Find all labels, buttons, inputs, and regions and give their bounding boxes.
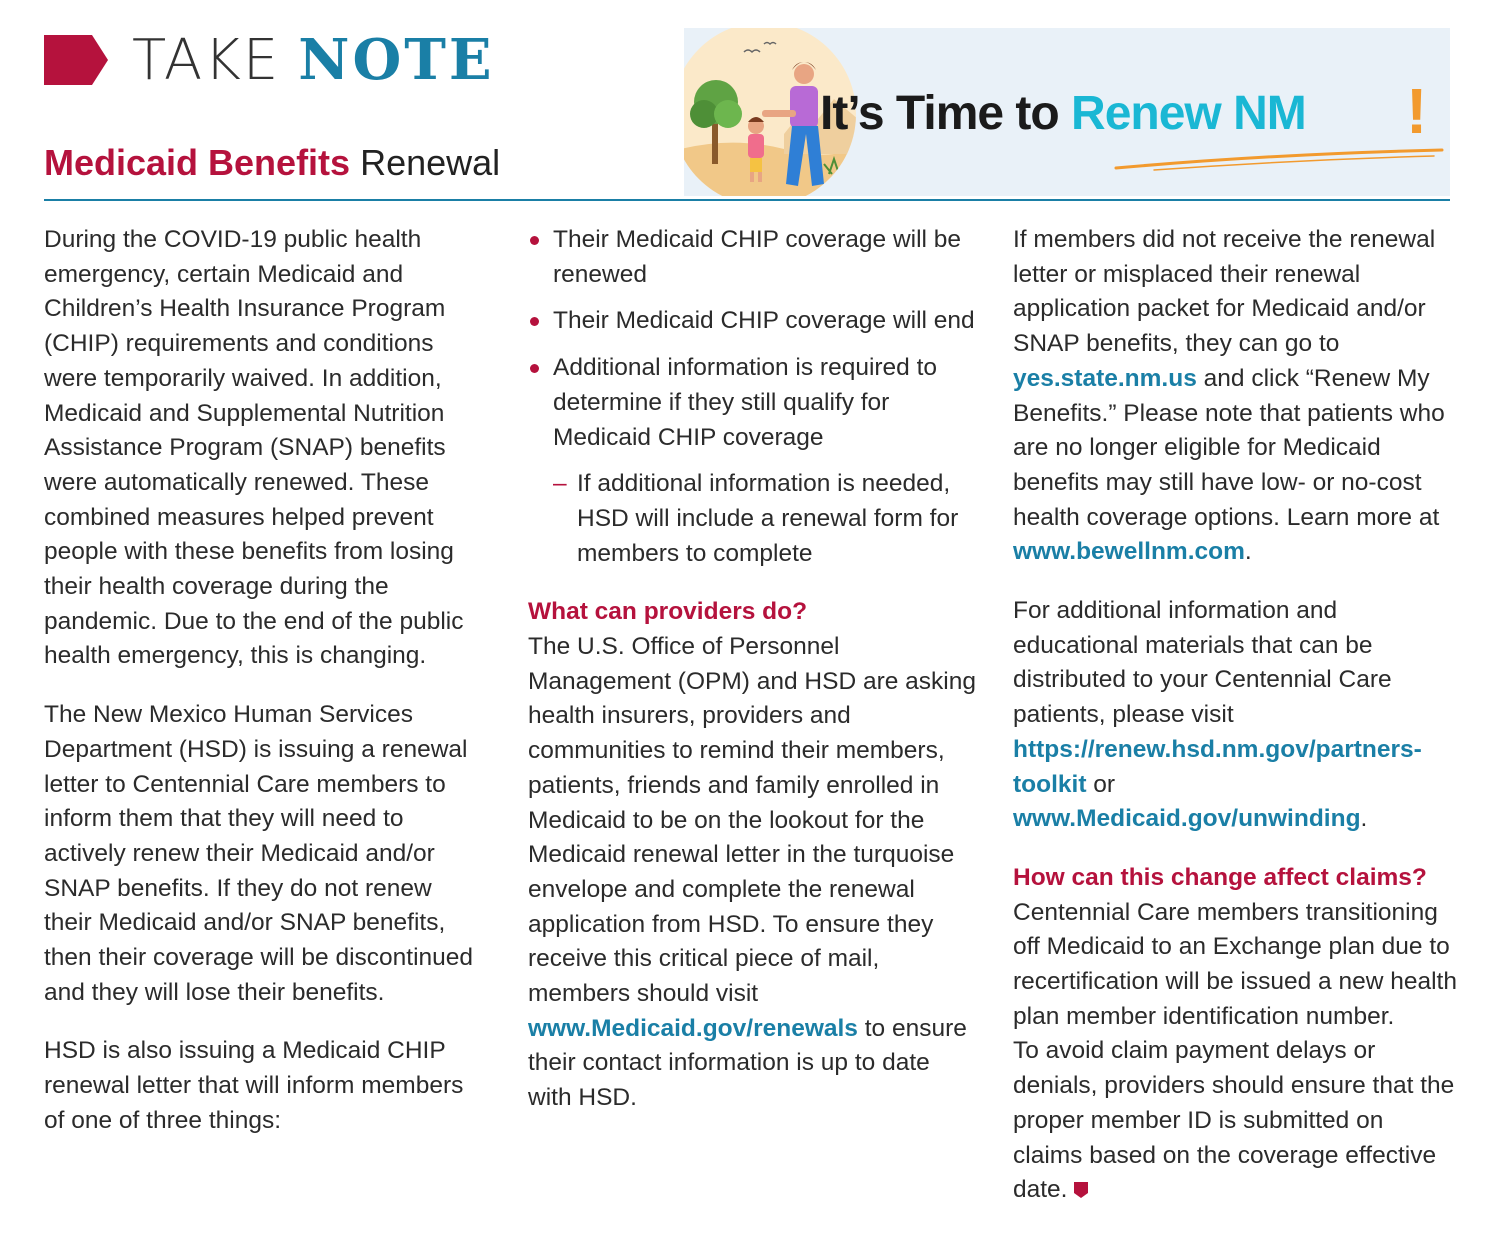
title-rest: Renewal <box>350 142 501 183</box>
medicaid-unwinding-link[interactable]: www.Medicaid.gov/unwinding <box>1013 805 1361 833</box>
chip-letter-paragraph: HSD is also issuing a Medicaid CHIP renewal letter that will inform members of one of three things: <box>44 1037 464 1134</box>
end-mark-icon <box>1074 1182 1088 1198</box>
banner-title-pre: It’s Time to <box>820 87 1072 140</box>
missing-letter-paragraph: If members did not receive the renewal letter or misplaced their renewal application packet for Medicaid and/or SNAP benefits, they can go to yes.state.nm.us and click “Renew My Benefits.” Please note that patients who are no longer eligible for Medicaid benefits may still have low- or no-cost health coverage options. Learn more at www.bewellnm.com. <box>1013 226 1445 566</box>
hsd-letter-paragraph: The New Mexico Human Services Department (HSD) is issuing a renewal letter to Centennial Care members to inform them that they will need to actively renew their Medicaid and/or SNAP benefits. If they do not renew their Medicaid and/or SNAP benefits, then their coverage will be discontinued and they will lose their benefits. <box>44 701 474 1006</box>
header-divider <box>44 199 1450 201</box>
toolkit-paragraph: For additional information and educational materials that can be distributed to your Centennial Care patients, please visit https://renew.hsd.nm.gov/partners-toolkit or www.Medicaid.gov/unwinding. <box>1013 597 1422 833</box>
banner-title <box>820 86 1306 141</box>
banner-title-accent: Renew NM <box>1071 87 1306 140</box>
intro-paragraph: During the COVID-19 public health emergency, certain Medicaid and Children’s Health Insurance Program (CHIP) requirements and conditions were temporarily waived. In addition, Medicaid and Supplemental Nutrition Assistance Program (SNAP) benefits were automatically renewed. These combined measures helped prevent people with these benefits from losing their health coverage during the pandemic. Due to the end of the public health emergency, this is changing. <box>44 226 464 670</box>
note-word: NOTE <box>298 27 495 93</box>
claims-paragraph-1: Centennial Care members transitioning off Medicaid to an Exchange plan due to recertification will be issued a new health plan member identification number. <box>1013 898 1457 1030</box>
sub-list <box>553 467 978 571</box>
chip-outcomes-list <box>528 223 978 571</box>
renew-nm-banner <box>684 28 1450 196</box>
column-3 <box>1013 223 1458 1208</box>
column-1 <box>44 223 484 1139</box>
providers-heading: What can providers do? <box>528 598 808 626</box>
list-item: Their Medicaid CHIP coverage will be renewed <box>528 223 978 292</box>
claims-heading: How can this change affect claims? <box>1013 863 1427 891</box>
bullet-dot-icon <box>530 236 539 245</box>
medicaid-renewals-link[interactable]: www.Medicaid.gov/renewals <box>528 1014 858 1042</box>
yes-state-link[interactable]: yes.state.nm.us <box>1013 364 1197 392</box>
claims-paragraph-2: To avoid claim payment delays or denials, providers should ensure that the proper member ID is submitted on claims based on the coverage effective date. <box>1013 1037 1455 1204</box>
list-item: Additional information is required to determine if they still qualify for Medicaid CHIP coverage – If additional information is needed, HSD will include a renewal form for members to complete <box>528 351 978 571</box>
providers-paragraph: The U.S. Office of Personnel Management (OPM) and HSD are asking health insurers, providers and communities to remind their members, patients, friends and family enrolled in Medicaid to be on the lookout for the Medicaid renewal letter in the turquoise envelope and complete the renewal application from HSD. To ensure they receive this critical piece of mail, members should visit www.Medicaid.gov/renewals to ensure their contact information is up to date with HSD. <box>528 633 976 1112</box>
sub-list-item: – If additional information is needed, HSD will include a renewal form for members to complete <box>553 467 978 571</box>
red-flag-icon <box>44 35 108 85</box>
column-2 <box>528 223 978 1116</box>
title-strong: Medicaid Benefits <box>44 142 351 183</box>
take-word: TAKE <box>132 27 281 93</box>
list-item: Their Medicaid CHIP coverage will end <box>528 304 978 339</box>
take-note-header <box>44 27 495 93</box>
banner-exclamation: ! <box>1406 75 1428 147</box>
page-title <box>44 142 500 184</box>
bullet-dot-icon <box>530 364 539 373</box>
orange-swoosh-icon <box>1114 146 1444 176</box>
bewellnm-link[interactable]: www.bewellnm.com <box>1013 538 1245 566</box>
dash-icon: – <box>553 470 567 498</box>
partners-toolkit-link[interactable]: https://renew.hsd.nm.gov/partners-toolkit <box>1013 735 1422 798</box>
bullet-dot-icon <box>530 317 539 326</box>
